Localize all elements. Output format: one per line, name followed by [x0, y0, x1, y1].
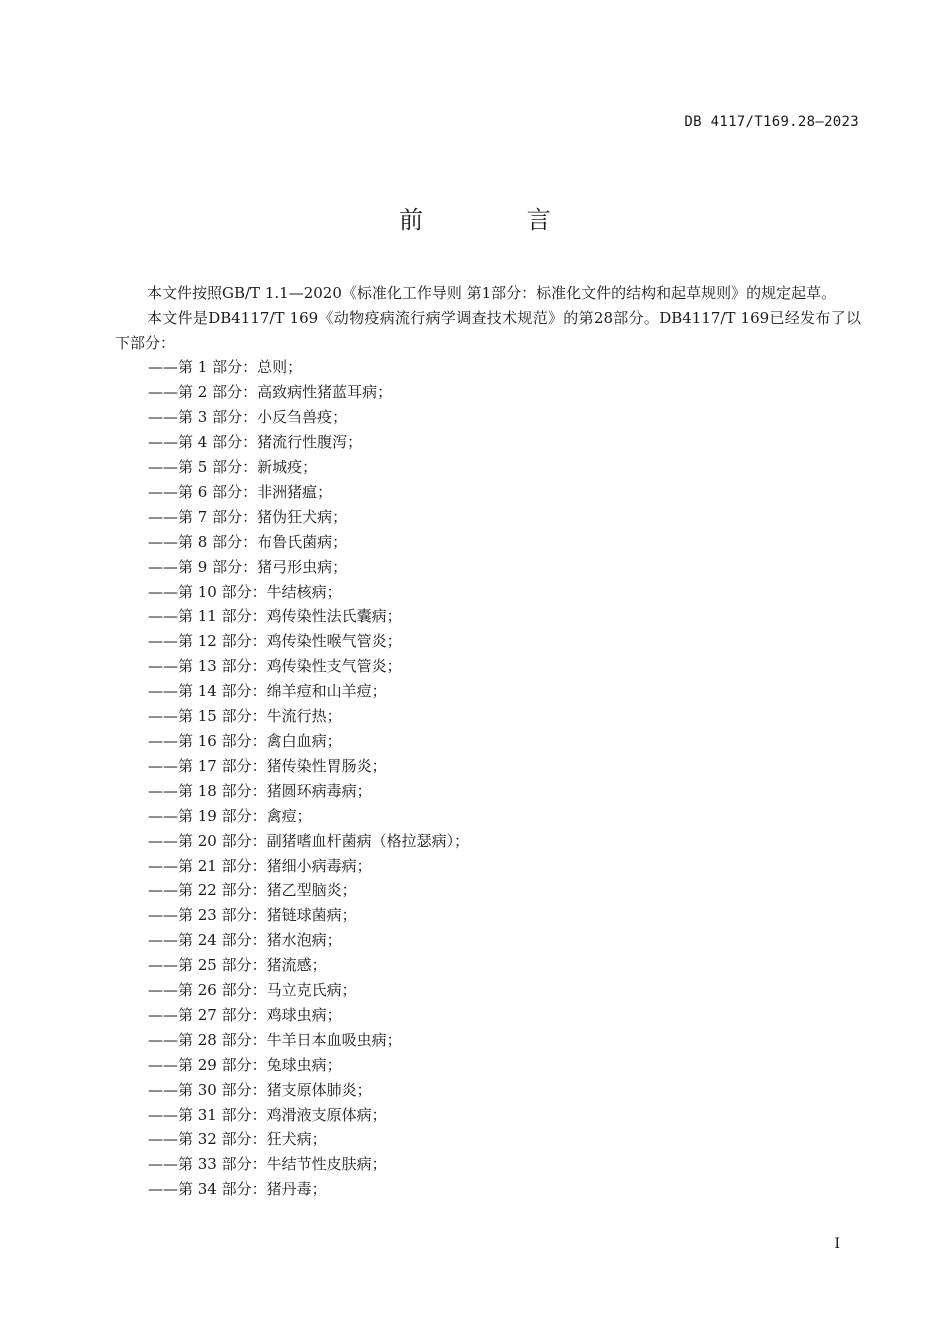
list-item: ——第 24 部分：猪水泡病；	[148, 931, 342, 950]
list-item: ——第 16 部分：禽白血病；	[148, 731, 342, 750]
list-item: ——第 31 部分：鸡滑液支原体病；	[148, 1105, 387, 1124]
list-item: ——第 26 部分：马立克氏病；	[148, 981, 357, 1000]
paragraph-series-info: 本文件是DB4117/T 169《动物疫病流行病学调查技术规范》的第28部分。DB4117/T 169已经发布了以下部分：	[115, 308, 861, 352]
list-item: ——第 32 部分：狂犬病；	[148, 1130, 327, 1149]
paragraph-drafting-basis: 本文件按照GB/T 1.1—2020《标准化工作导则 第1部分：标准化文件的结构和起草规则》的规定起草。	[147, 284, 837, 302]
list-item: ——第 13 部分：鸡传染性支气管炎；	[148, 657, 402, 676]
list-item: ——第 29 部分：兔球虫病；	[148, 1055, 342, 1074]
list-item: ——第 22 部分：猪乙型脑炎；	[148, 881, 357, 900]
list-item: ——第 34 部分：猪丹毒；	[148, 1180, 327, 1199]
foreword-body	[115, 281, 861, 1202]
page-number: I	[834, 1236, 840, 1252]
list-item: ——第 2 部分：高致病性猪蓝耳病；	[148, 383, 393, 402]
list-item: ——第 3 部分：小反刍兽疫；	[148, 408, 348, 427]
list-item: ——第 21 部分：猪细小病毒病；	[148, 856, 372, 875]
list-item: ——第 20 部分：副猪嗜血杆菌病（格拉瑟病）；	[148, 831, 470, 850]
page-title: 前 言	[399, 206, 599, 234]
parts-list	[115, 355, 861, 1202]
list-item: ——第 33 部分：牛结节性皮肤病；	[148, 1155, 387, 1174]
list-item: ——第 8 部分：布鲁氏菌病；	[148, 532, 348, 551]
list-item: ——第 19 部分：禽痘；	[148, 806, 312, 825]
list-item: ——第 30 部分：猪支原体肺炎；	[148, 1080, 372, 1099]
list-item: ——第 11 部分：鸡传染性法氏囊病；	[148, 607, 402, 626]
list-item: ——第 9 部分：猪弓形虫病；	[148, 557, 348, 576]
list-item: ——第 14 部分：绵羊痘和山羊痘；	[148, 682, 387, 701]
list-item: ——第 28 部分：牛羊日本血吸虫病；	[148, 1030, 402, 1049]
list-item: ——第 5 部分：新城疫；	[148, 458, 318, 477]
list-item: ——第 6 部分：非洲猪瘟；	[148, 482, 333, 501]
list-item: ——第 17 部分：猪传染性胃肠炎；	[148, 756, 387, 775]
list-item: ——第 15 部分：牛流行热；	[148, 707, 342, 726]
document-code: DB 4117/T169.28—2023	[684, 114, 859, 130]
list-item: ——第 23 部分：猪链球菌病；	[148, 906, 357, 925]
list-item: ——第 4 部分：猪流行性腹泻；	[148, 433, 363, 452]
list-item: ——第 25 部分：猪流感；	[148, 956, 327, 975]
list-item: ——第 18 部分：猪圆环病毒病；	[148, 781, 372, 800]
list-item: ——第 27 部分：鸡球虫病；	[148, 1005, 342, 1024]
list-item: ——第 12 部分：鸡传染性喉气管炎；	[148, 632, 402, 651]
list-item: ——第 1 部分：总则；	[148, 358, 303, 377]
list-item: ——第 10 部分：牛结核病；	[148, 582, 342, 601]
list-item: ——第 7 部分：猪伪狂犬病；	[148, 507, 348, 526]
